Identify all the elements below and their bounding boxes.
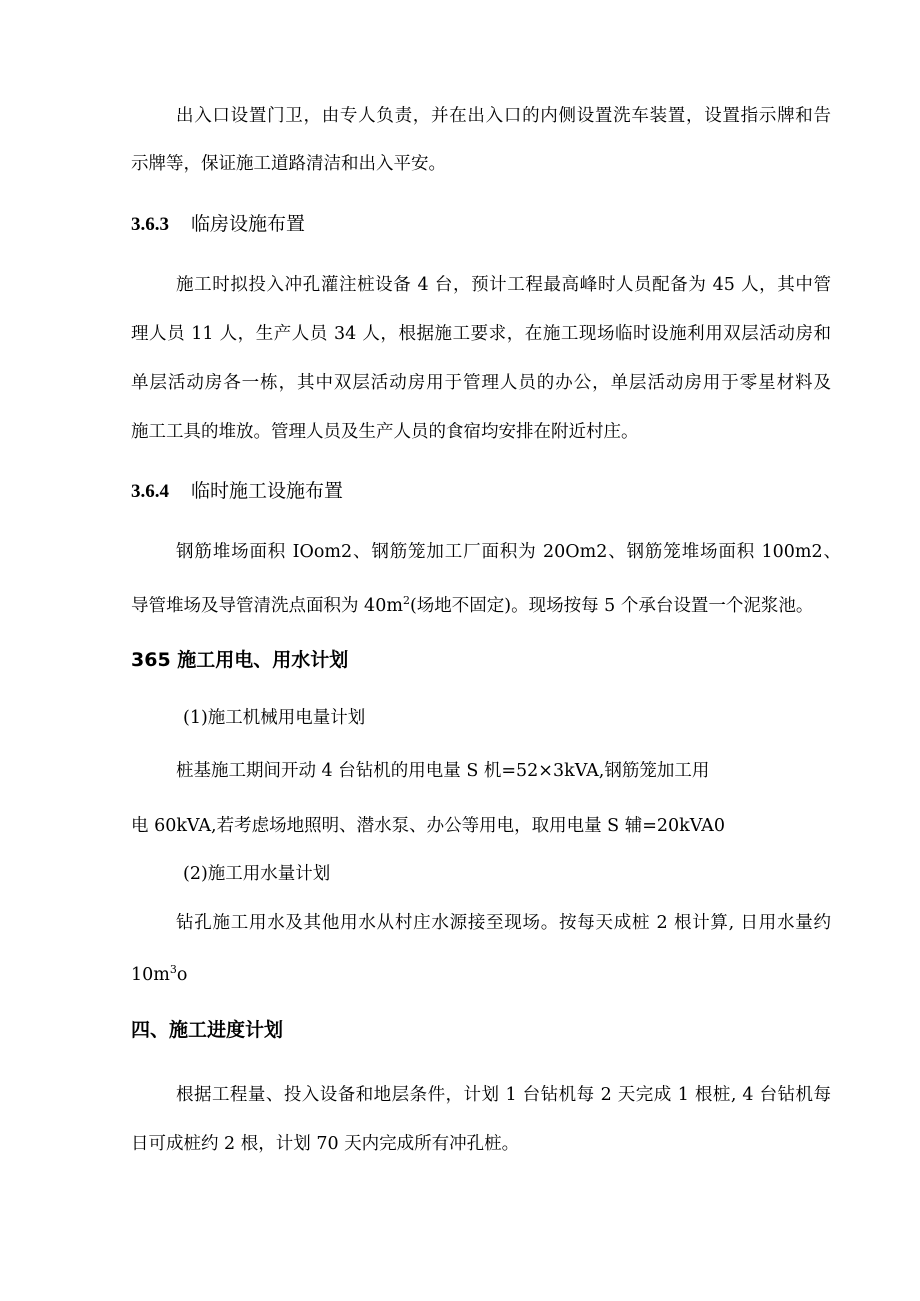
section-title: 临时施工设施布置 xyxy=(191,480,344,502)
chapter-heading: 四、施工进度计划 xyxy=(131,1019,284,1041)
paragraph-line: 钢筋堆场面积 IOom2、钢筋笼加工厂面积为 20Om2、钢筋笼堆场面积 100m2、 xyxy=(176,542,841,562)
sub-heading: (2)施工用水量计划 xyxy=(183,864,331,884)
paragraph-line: 理人员 11 人，生产人员 34 人，根据施工要求，在施工现场临时设施利用双层活动房和 xyxy=(131,324,831,344)
section-number: 3.6.4 xyxy=(131,481,169,502)
section-title: 临房设施布置 xyxy=(191,213,306,235)
paragraph-line xyxy=(131,589,813,618)
paragraph-line: 日可成桩约 2 根，计划 70 天内完成所有冲孔桩。 xyxy=(131,1134,520,1154)
section-heading-3-6-4 xyxy=(131,479,343,504)
text-run: (场地不固定)。现场按每 5 个承台设置一个泥浆池。 xyxy=(409,595,814,616)
superscript: 3 xyxy=(169,963,177,976)
section-heading-3-6-3 xyxy=(131,212,305,237)
section-heading-3-6-5: 365 施工用电、用水计划 xyxy=(131,649,349,671)
paragraph-line: 单层活动房各一栋，其中双层活动房用于管理人员的办公，单层活动房用于零星材料及 xyxy=(131,373,831,393)
text-run: 10m xyxy=(131,964,170,985)
paragraph-line: 电 60kVA,若考虑场地照明、潜水泵、办公等用电，取用电量 S 辅=20kVA0 xyxy=(131,816,725,836)
text-run: o xyxy=(176,964,188,985)
text-run: 导管堆场及导管清洗点面积为 40m xyxy=(131,595,403,616)
paragraph-line: 桩基施工期间开动 4 台钻机的用电量 S 机=52×3kVA,钢筋笼加工用 xyxy=(176,761,710,781)
sub-heading: (1)施工机械用电量计划 xyxy=(183,708,366,728)
paragraph-line: 出入口设置门卫，由专人负责，并在出入口的内侧设置洗车装置，设置指示牌和告 xyxy=(176,106,831,126)
paragraph-line: 施工工具的堆放。管理人员及生产人员的食宿均安排在附近村庄。 xyxy=(131,422,639,442)
section-number: 3.6.3 xyxy=(131,214,169,235)
superscript: 2 xyxy=(402,594,410,607)
paragraph-line: 根据工程量、投入设备和地层条件，计划 1 台钻机每 2 天完成 1 根桩, 4 台钻机每 xyxy=(176,1085,831,1105)
paragraph-line: 施工时拟投入冲孔灌注桩设备 4 台，预计工程最高峰时人员配备为 45 人，其中管 xyxy=(176,275,831,295)
paragraph-line xyxy=(131,958,187,987)
paragraph-line: 钻孔施工用水及其他用水从村庄水源接至现场。按每天成桩 2 根计算, 日用水量约 xyxy=(176,913,831,933)
paragraph-line: 示牌等，保证施工道路清洁和出入平安。 xyxy=(131,154,446,174)
